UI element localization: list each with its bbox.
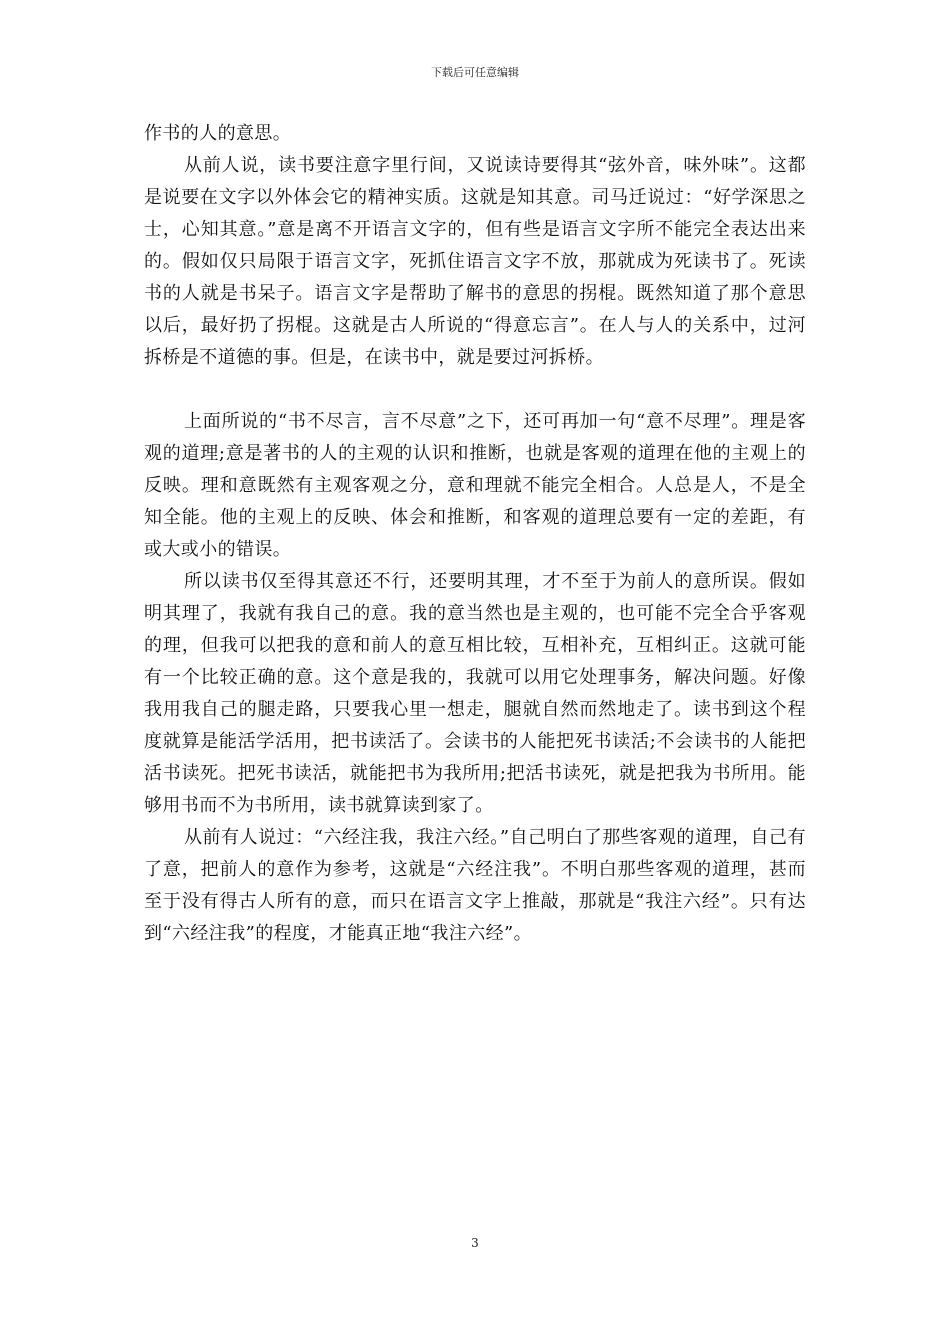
paragraph-zhi-qi-yi: 从前人说，读书要注意字里行间，又说读诗要得其“弦外音，味外味”。这都是说要在文字以外体会它的精神实质。这就是知其意。司马迁说过：“好学深思之士，心知其意。”意是离不开语言文字的，但有些是语言文字所不能完全表达出来的。假如仅只局限于语言文字，死抓住语言文字不放，那就成为死读书了。死读书的人就是书呆子。语言文字是帮助了解书的意思的拐棍。既然知道了那个意思以后，最好扔了拐棍。这就是古人所说的“得意忘言”。在人与人的关系中，过河拆桥是不道德的事。但是，在读书中，就是要过河拆桥。 <box>144 155 806 368</box>
paragraph-continuation: 作书的人的意思。 <box>144 123 292 144</box>
paragraph-yi-bu-jin-li: 上面所说的“书不尽言，言不尽意”之下，还可再加一句“意不尽理”。理是客观的道理;意是著书的人的主观的认识和推断，也就是客观的道理在他的主观上的反映。理和意既然有主观客观之分，意和理就不能完全相合。人总是人，不是全知全能。他的主观上的反映、体会和推断，和客观的道理总要有一定的差距，有或大或小的错误。 <box>144 411 806 560</box>
paragraph-liu-jing-zhu-wo: 从前有人说过：“六经注我，我注六经。”自己明白了那些客观的道理，自己有了意，把前人的意作为参考，这就是“六经注我”。不明白那些客观的道理，甚而至于没有得古人所有的意，而只在语言文字上推敲，那就是“我注六经”。只有达到“六经注我”的程度，才能真正地“我注六经”。 <box>144 827 806 944</box>
page-header: 下载后可任意编辑 <box>431 66 519 79</box>
page-number: 3 <box>471 1236 479 1250</box>
paragraph-ming-qi-li: 所以读书仅至得其意还不行，还要明其理，才不至于为前人的意所误。假如明其理了，我就有我自己的意。我的意当然也是主观的，也可能不完全合乎客观的理，但我可以把我的意和前人的意互相比较，互相补充，互相纠正。这就可能有一个比较正确的意。这个意是我的，我就可以用它处理事务，解决问题。好像我用我自己的腿走路，只要我心里一想走，腿就自然而然地走了。读书到这个程度就算是能活学活用，把书读活了。会读书的人能把死书读活;不会读书的人能把活书读死。把死书读活，就能把书为我所用;把活书读死，就是把我为书所用。能够用书而不为书所用，读书就算读到家了。 <box>144 571 806 816</box>
document-body <box>144 118 806 950</box>
